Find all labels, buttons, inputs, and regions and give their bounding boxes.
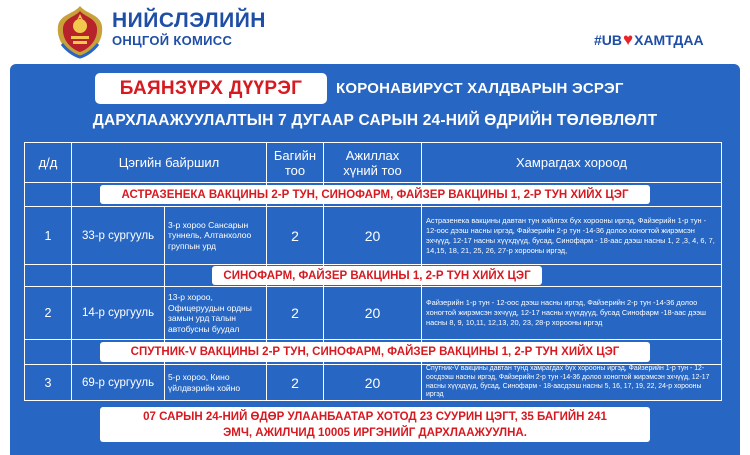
row-location: 13-р хороо, Офицеруудын ордны замын урд талын автобусны буудал — [168, 292, 252, 334]
footer-line1: 07 САРЫН 24-НИЙ ӨДӨР УЛААНБААТАР ХОТОД 23 СУУРИН ЦЭГТ, 35 БАГИЙН 241 — [143, 411, 607, 423]
row-school: 14-р сургууль — [81, 307, 155, 319]
title-line2: ДАРХЛААЖУУЛАЛТЫН 7 ДУГААР САРЫН 24-НИЙ ӨДРИЙН ТӨЛӨВЛӨЛТ — [92, 112, 658, 129]
hashtag-prefix: #UB — [594, 32, 623, 48]
footer-line2: ЭМЧ, АЖИЛЧИД 10005 ИРГЭНИЙГ ДАРХЛААЖУУЛНА. — [223, 427, 527, 439]
header-location: Цэгийн байршил — [118, 155, 220, 170]
org-name-line2: ОНЦГОЙ КОМИСС — [112, 33, 233, 48]
org-name-line1: НИЙСЛЭЛИЙН — [112, 9, 266, 32]
row-divider — [24, 339, 722, 340]
heart-icon: ♥ — [623, 30, 634, 49]
row-school: 33-р сургууль — [81, 229, 155, 242]
hashtag-suffix: ХАМТДАА — [634, 32, 704, 48]
header — [0, 0, 750, 62]
row-workers: 20 — [364, 374, 381, 391]
column-divider — [721, 142, 722, 400]
district-label: БАЯНЗҮРХ ДҮҮРЭГ — [95, 73, 327, 104]
row-school: 69-р сургууль — [81, 376, 155, 389]
summary-footer — [100, 407, 650, 442]
header-teams — [267, 143, 323, 182]
header-workers-line2: хүний тоо — [343, 162, 402, 178]
row-coverage: Астразенека вакцины давтан тун хийлгэх бүх хорооны иргэд, Файзерийн 1-р тун - 12-оос дээш насны иргэд, Файзерийн 2-р тун -14-36 долоо хоногтой жирэмсэн эхчүүд, 12-17 насны хүүхдүүд, бусад, Синофарм - 18-аас дээш насны 1, 2 ,3, 4, 6, 7, 14,15, 18, 21, 25, 26, 27-р хорооны иргэд, — [426, 215, 715, 255]
row-coverage: Спутник-V вакцины давтан тунд хамрагдах бүх хорооны иргэд, Файзерийн 1-р тун - 12-оосдээш насны иргэд, Файзерийн 2-р тун -14-36 долоо хоногтой жирэмсэн эхчүүд, 12-17 насны хүүхдүүд, бусад, Синофарм - 18-аасдээш насны 5, 16, 17, 19, 22, 24-р хорооны иргэд — [426, 365, 710, 399]
header-teams-line1: Багийн — [273, 147, 317, 163]
row-num: 2 — [44, 306, 52, 320]
organization-name — [112, 10, 266, 47]
header-coverage: Хамрагдах хороод — [516, 155, 627, 170]
section-banner: АСТРАЗЕНЕКА ВАКЦИНЫ 2-Р ТУН, СИНОФАРМ, ФАЙЗЕР ВАКЦИНЫ 1, 2-Р ТУН ХИЙХ ЦЭГ — [100, 185, 650, 204]
title-line1: КОРОНАВИРУСТ ХАЛДВАРЫН ЭСРЭГ — [336, 80, 624, 97]
header-teams-line2: тоо — [284, 162, 306, 178]
row-teams: 2 — [291, 374, 299, 391]
header-workers — [324, 143, 421, 182]
row-workers: 20 — [364, 305, 381, 321]
row-num: 3 — [44, 375, 52, 390]
row-teams: 2 — [291, 227, 299, 244]
row-divider — [24, 264, 722, 265]
row-location: 5-р хороо, Кино үйлдвэрийн хойно — [168, 372, 241, 393]
table-bottom-border — [24, 400, 722, 401]
row-teams: 2 — [291, 305, 299, 321]
header-num: д/д — [38, 155, 58, 170]
soyombo-emblem-icon — [54, 4, 106, 59]
header-workers-line1: Ажиллах — [345, 147, 400, 163]
row-num: 1 — [44, 228, 52, 243]
row-location: 3-р хороо Сансарын туннель, Алтанхолоо группын урд — [168, 219, 252, 251]
table-header-bottom — [24, 182, 722, 183]
hashtag — [594, 30, 704, 50]
row-coverage: Файзерийн 1-р тун - 12-оос дээш насны иргэд, Файзерийн 2-р тун -14-36 долоо хоногтой жирэмсэн эхчүүд, 12-17 насны хүүхдүүд, бусад Синофарм -18-аас дээш насны 8, 9, 10,11, 12,13, 20, 23, 28-р хорооны иргэд — [426, 298, 706, 327]
section-banner: СИНОФАРМ, ФАЙЗЕР ВАКЦИНЫ 1, 2-Р ТУН ХИЙХ ЦЭГ — [212, 266, 542, 285]
row-workers: 20 — [364, 227, 381, 244]
section-banner: СПУТНИК-V ВАКЦИНЫ 2-Р ТУН, СИНОФАРМ, ФАЙЗЕР ВАКЦИНЫ 1, 2-Р ТУН ХИЙХ ЦЭГ — [100, 342, 650, 362]
